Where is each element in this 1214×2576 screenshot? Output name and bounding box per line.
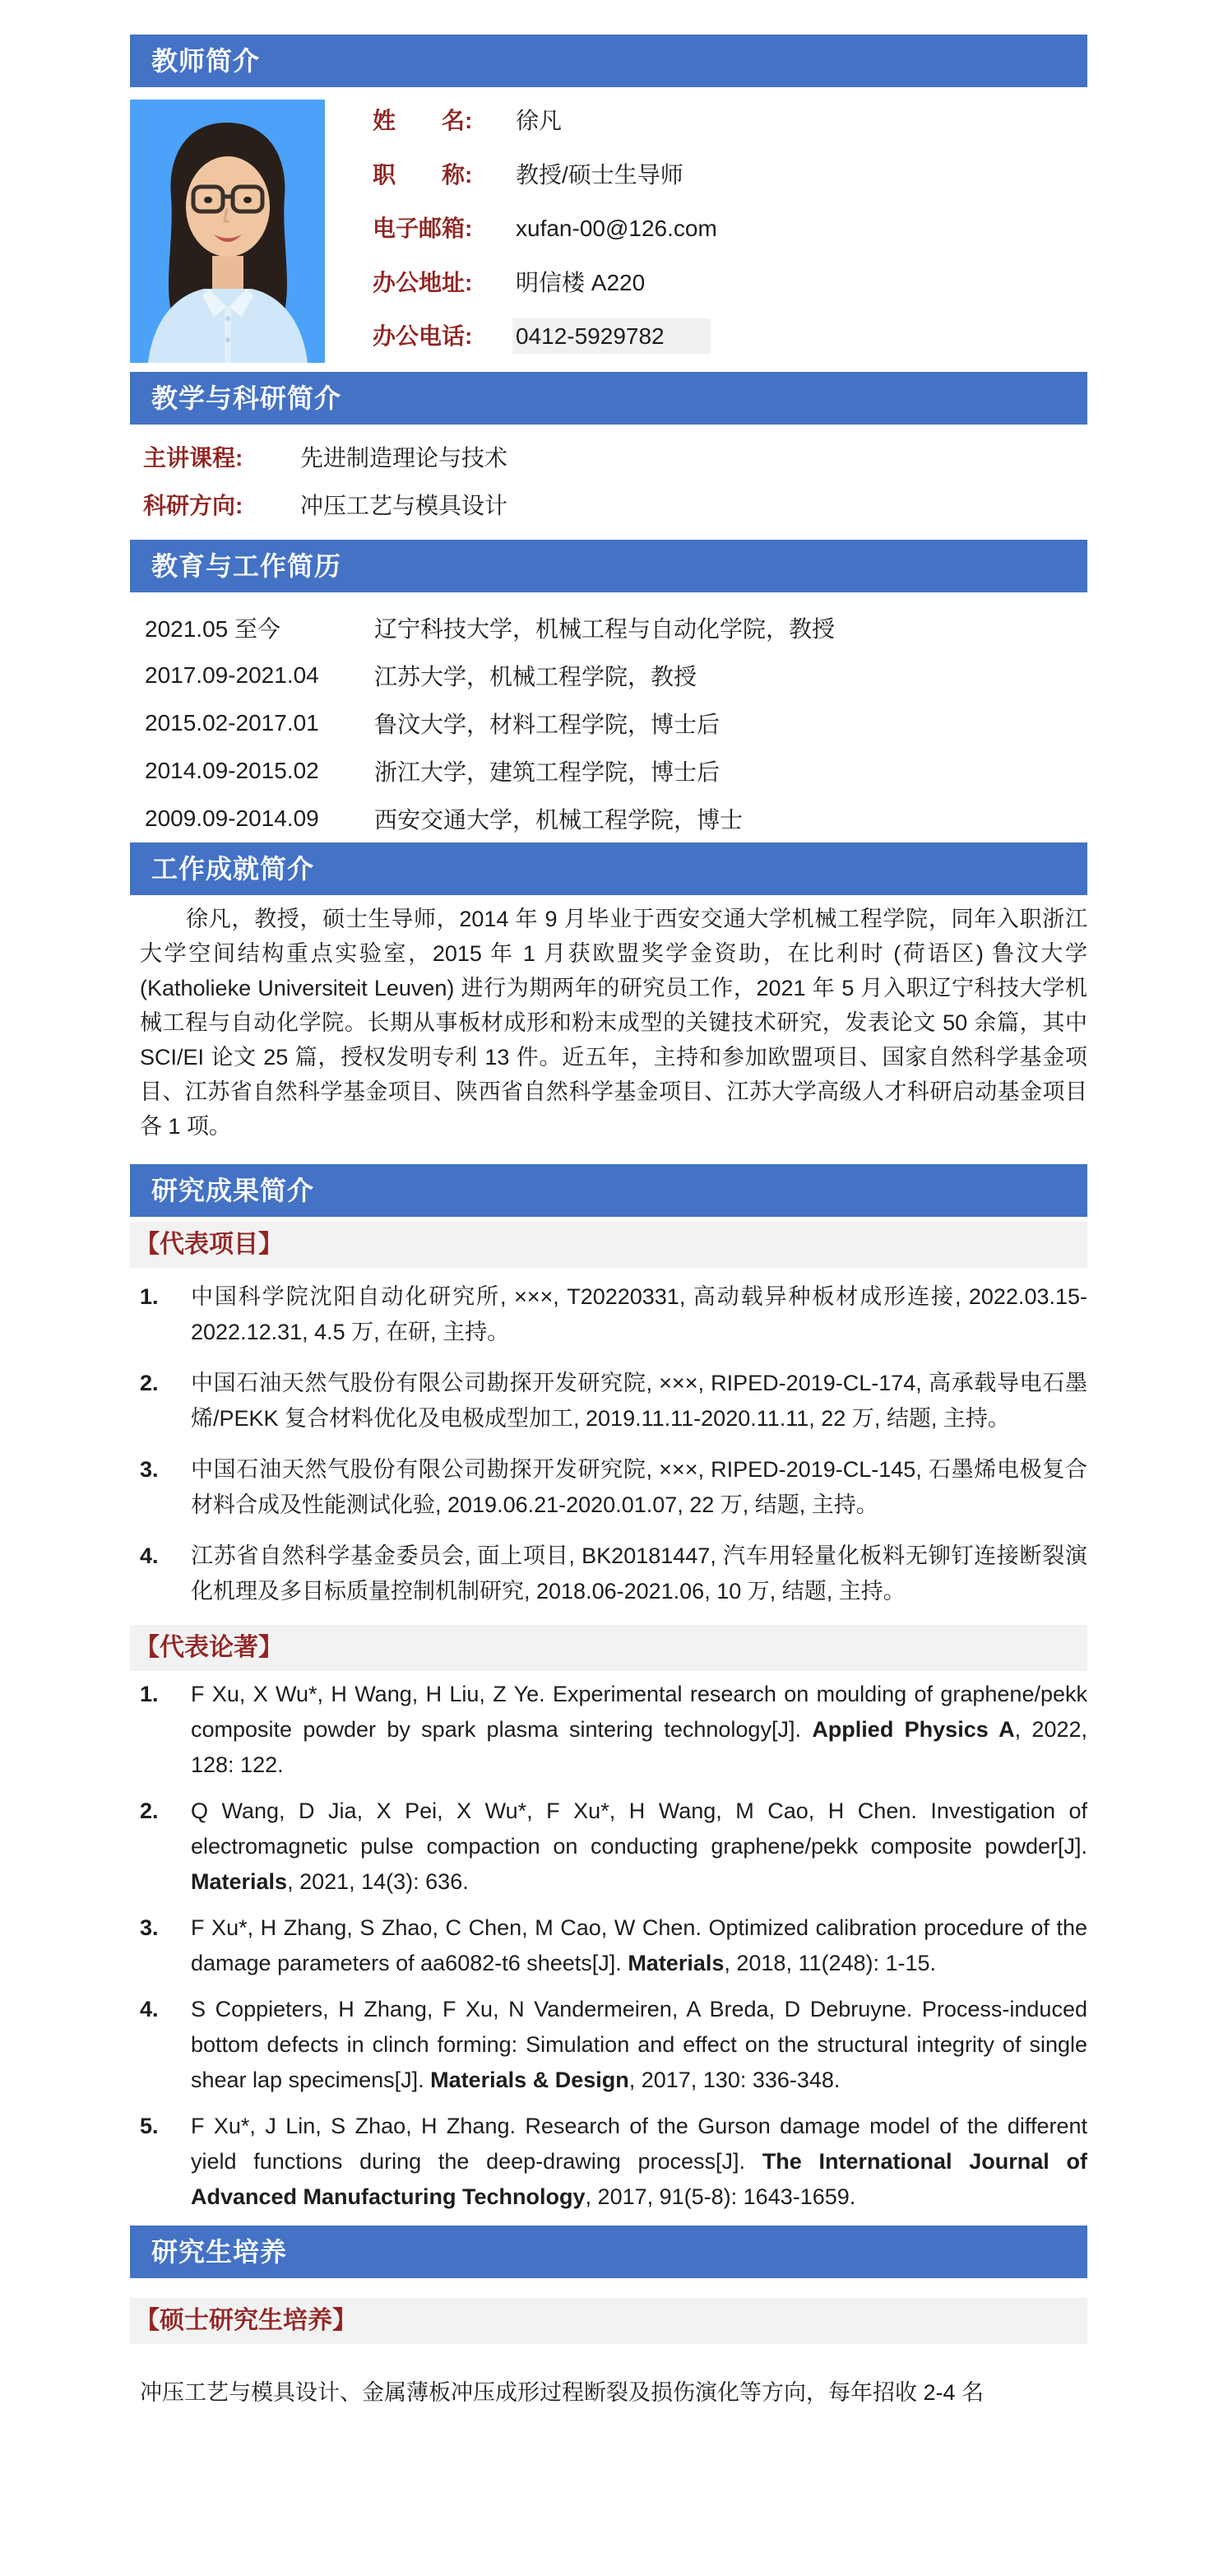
field-value: 明信楼 A220 bbox=[516, 269, 646, 295]
project-item bbox=[140, 1452, 1087, 1523]
section-header-teacher-intro bbox=[130, 35, 1087, 87]
publication-text: Q Wang, D Jia, X Pei, X Wu*, F Xu*, H Wang, M Cao, H Chen. Investigation of electromagnetic pulse compaction on conducting graphene/pekk composite powder[J]. Materials, 2021, 14(3): 636. bbox=[191, 1799, 1087, 1894]
publication-item bbox=[140, 1794, 1087, 1900]
profile-field-name bbox=[373, 104, 1087, 137]
timeline-detail: 浙江大学，建筑工程学院，博士后 bbox=[374, 759, 721, 785]
publication-text: F Xu*, H Zhang, S Zhao, C Chen, M Cao, W Chen. Optimized calibration procedure of the damage parameters of aa6082-t6 sheets[J]. Materials, 2018, 11(248): 1-15. bbox=[191, 1915, 1087, 1975]
timeline-detail: 鲁汶大学，材料工程学院，博士后 bbox=[374, 712, 721, 737]
projects-list bbox=[140, 1279, 1087, 1609]
item-number: 4. bbox=[140, 1997, 159, 2021]
section-title: 工作成就简介 bbox=[151, 854, 315, 884]
publication-item bbox=[140, 1910, 1087, 1981]
timeline-row bbox=[145, 747, 1087, 795]
field-label: 电子邮箱: bbox=[373, 216, 473, 241]
field-value: xufan-00@126.com bbox=[516, 216, 717, 241]
field-value-highlighted: 0412-5929782 bbox=[512, 318, 711, 354]
profile-field-title bbox=[373, 159, 1087, 192]
field-value: 徐凡 bbox=[516, 108, 563, 133]
section-title: 教师简介 bbox=[151, 46, 261, 76]
timeline-period: 2017.09-2021.04 bbox=[145, 662, 319, 688]
timeline-period: 2014.09-2015.02 bbox=[145, 758, 319, 783]
item-number: 2. bbox=[140, 1371, 159, 1395]
field-label: 办公电话: bbox=[373, 323, 473, 349]
timeline-period: 2015.02-2017.01 bbox=[145, 710, 319, 736]
item-number: 1. bbox=[140, 1284, 159, 1309]
achievements-paragraph: 徐凡，教授，硕士生导师，2014 年 9 月毕业于西安交通大学机械工程学院，同年入职浙江大学空间结构重点实验室，2015 年 1 月获欧盟奖学金资助，在比利时 (荷语区) 鲁汶大学 (Katholieke Universiteit Leuven) 进行为期两年的研究员工作，2021 年 5 月入职辽宁科技大学机械工程与自动化学院。长期从事板材成形和粉末成型的关键技术研究，发表论文 50 余篇，其中 SCI/EI 论文 25 篇，授权发明专利 13 件。近五年，主持和参加欧盟项目、国家自然科学基金项目、江苏省自然科学基金项目、陕西省自然科学基金项目、江苏大学高级人才科研启动基金项目各 1 项。 bbox=[140, 907, 1087, 1139]
profile-field-phone bbox=[373, 320, 1087, 353]
project-item bbox=[140, 1366, 1087, 1437]
field-value: 教授/硕士生导师 bbox=[516, 161, 683, 188]
field-label: 姓 名: bbox=[373, 108, 473, 133]
project-text: 中国石油天然气股份有限公司勘探开发研究院, ×××, RIPED-2019-CL-174, 高承载导电石墨烯/PEKK 复合材料优化及电极成型加工, 2019.11.11-2020.11.11, 22 万, 结题, 主持。 bbox=[191, 1371, 1087, 1431]
section-header-graduate-training bbox=[130, 2226, 1087, 2278]
timeline-row bbox=[145, 652, 1087, 699]
timeline-period: 2009.09-2014.09 bbox=[145, 805, 319, 831]
subheading-representative-publications: 【代表论著】 bbox=[130, 1625, 1087, 1671]
profile-fields bbox=[373, 100, 1087, 363]
publication-text: F Xu, X Wu*, H Wang, H Liu, Z Ye. Experimental research on moulding of graphene/pekk composite powder by spark plasma sintering technology[J]. Applied Physics A, 2022, 128: 122. bbox=[191, 1682, 1087, 1777]
project-text: 中国科学院沈阳自动化研究所, ×××, T20220331, 高动载异种板材成形连接, 2022.03.15-2022.12.31, 4.5 万, 在研, 主持。 bbox=[191, 1284, 1087, 1344]
item-number: 3. bbox=[140, 1915, 159, 1940]
eye-left bbox=[204, 197, 212, 203]
item-number: 2. bbox=[140, 1799, 159, 1823]
publication-item bbox=[140, 1992, 1087, 2098]
timeline-row bbox=[145, 795, 1087, 842]
publications-list bbox=[140, 1677, 1087, 2215]
teaching-rows bbox=[143, 444, 1087, 520]
timeline-detail: 江苏大学，机械工程学院，教授 bbox=[374, 664, 697, 689]
timeline-period: 2021.05 至今 bbox=[145, 616, 280, 642]
field-label: 职 称: bbox=[373, 161, 473, 188]
row-label: 科研方向: bbox=[143, 493, 243, 518]
row-value: 冲压工艺与模具设计 bbox=[300, 493, 508, 518]
field-label: 办公地址: bbox=[373, 269, 473, 295]
publication-item bbox=[140, 2109, 1087, 2215]
item-number: 1. bbox=[140, 1682, 159, 1706]
publication-item bbox=[140, 1677, 1087, 1783]
section-title: 教学与科研简介 bbox=[151, 383, 342, 413]
teaching-row-direction bbox=[143, 492, 1087, 520]
profile-field-email bbox=[373, 212, 1087, 245]
row-value: 先进制造理论与技术 bbox=[300, 445, 508, 471]
timeline-detail: 辽宁科技大学，机械工程与自动化学院，教授 bbox=[374, 616, 836, 642]
timeline-row bbox=[145, 604, 1087, 652]
section-header-achievements bbox=[130, 842, 1087, 895]
section-title: 研究生培养 bbox=[151, 2237, 288, 2267]
portrait-illustration bbox=[130, 100, 325, 363]
subheading-masters-training: 【硕士研究生培养】 bbox=[130, 2298, 1087, 2344]
project-text: 江苏省自然科学基金委员会, 面上项目, BK20181447, 汽车用轻量化板料无铆钉连接断裂演化机理及多目标质量控制机制研究, 2018.06-2021.06, 10 万, 结题, 主持。 bbox=[191, 1543, 1087, 1604]
publication-text: F Xu*, J Lin, S Zhao, H Zhang. Research of the Gurson damage model of the different yield functions during the deep-drawing process[J]. The International Journal of Advanced Manufacturing Technology, 2017, 91(5-8): 1643-1659. bbox=[191, 2114, 1087, 2209]
project-item bbox=[140, 1279, 1087, 1350]
project-item bbox=[140, 1539, 1087, 1609]
history-timeline bbox=[145, 604, 1087, 842]
item-number: 5. bbox=[140, 2114, 159, 2138]
section-title: 研究成果简介 bbox=[151, 1176, 315, 1205]
timeline-row bbox=[145, 699, 1087, 747]
row-label: 主讲课程: bbox=[143, 445, 243, 471]
placket bbox=[225, 307, 231, 363]
project-text: 中国石油天然气股份有限公司勘探开发研究院, ×××, RIPED-2019-CL-145, 石墨烯电极复合材料合成及性能测试化验, 2019.06.21-2020.01.07, 22 万, 结题, 主持。 bbox=[191, 1457, 1087, 1517]
section-header-teaching-research bbox=[130, 372, 1087, 425]
publication-text: S Coppieters, H Zhang, F Xu, N Vandermeiren, A Breda, D Debruyne. Process-induced bottom defects in clinch forming: Simulation and effect on the structural integrity of single shear lap specimens[J]. Materials & Design, 2017, 130: 336-348. bbox=[191, 1997, 1087, 2092]
subheading-representative-projects: 【代表项目】 bbox=[130, 1222, 1087, 1268]
teaching-row-courses bbox=[143, 444, 1087, 472]
button bbox=[225, 316, 230, 321]
item-number: 4. bbox=[140, 1543, 159, 1568]
eye-right bbox=[243, 197, 252, 203]
item-number: 3. bbox=[140, 1457, 159, 1482]
profile-field-office bbox=[373, 267, 1087, 299]
masters-training-text: 冲压工艺与模具设计、金属薄板冲压成形过程断裂及损伤演化等方向，每年招收 2-4 名 bbox=[140, 2380, 985, 2405]
button bbox=[225, 337, 230, 342]
section-title: 教育与工作简历 bbox=[151, 551, 342, 581]
section-header-history bbox=[130, 540, 1087, 592]
profile-block bbox=[130, 100, 1087, 363]
timeline-detail: 西安交通大学，机械工程学院，博士 bbox=[374, 807, 744, 833]
teacher-photo bbox=[130, 100, 325, 363]
section-header-research-results bbox=[130, 1164, 1087, 1217]
